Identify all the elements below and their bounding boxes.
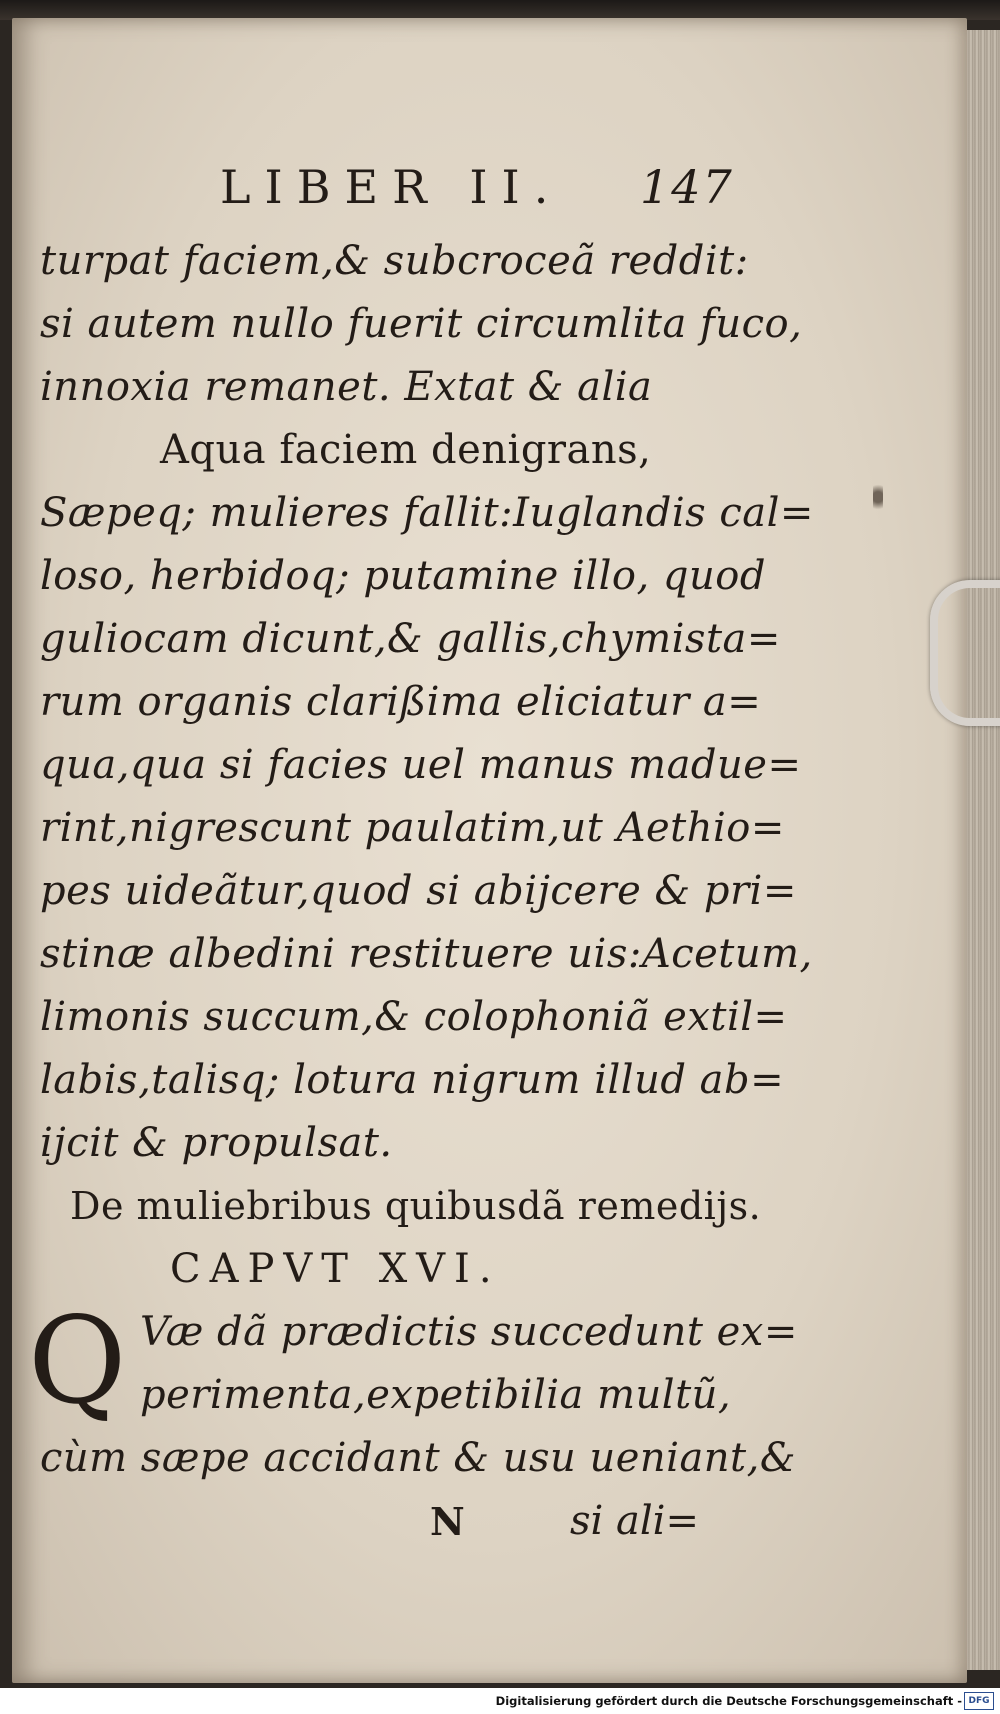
text-line: turpat faciem,& subcroceã reddit: (40, 238, 749, 284)
catchline (40, 1490, 720, 1553)
book-clasp (930, 580, 1000, 726)
running-head-title: LIBER II. (220, 160, 563, 214)
subheading: Aqua faciem denigrans, (160, 427, 652, 473)
drop-initial: Q (28, 1292, 127, 1431)
text-line: Væ dã prædictis succedunt ex= (140, 1309, 798, 1355)
text-line: rint,nigrescunt paulatim,ut Aethio= (40, 805, 785, 851)
text-line: loso, herbidoq; putamine illo, quod (40, 553, 766, 599)
page-text (28, 160, 814, 1553)
chapter-opening (28, 1292, 798, 1431)
text-line: qua,qua si facies uel manus madue= (40, 742, 802, 788)
text-line: stinæ albedini restituere uis:Acetum, (40, 931, 813, 977)
running-head (40, 160, 734, 230)
text-line: pes uideãtur,quod si abijcere & pri= (40, 868, 797, 914)
ink-blot (873, 480, 883, 514)
text-line: ijcit & propulsat. (40, 1120, 393, 1166)
book-top-edge (0, 0, 1000, 20)
signature-mark: N (430, 1499, 465, 1544)
funding-notice: Digitalisierung gefördert durch die Deutsche Forschungsgemeinschaft - (495, 1694, 962, 1708)
text-line: limonis succum,& colophoniã extil= (40, 994, 788, 1040)
chapter-number: CAPVT XVI. (170, 1246, 501, 1292)
text-line: guliocam dicunt,& gallis,chymista= (40, 616, 781, 662)
text-line: perimenta,expetibilia multũ, (140, 1372, 732, 1418)
text-line: si autem nullo fuerit circumlita fuco, (40, 301, 803, 347)
page-number: 147 (640, 160, 734, 214)
text-line: labis,talisq; lotura nigrum illud ab= (40, 1057, 785, 1103)
text-line: Sæpeq; mulieres fallit:Iuglandis cal= (40, 490, 814, 536)
text-line: cùm sæpe accidant & usu ueniant,& (40, 1435, 796, 1481)
text-line: rum organis clarißima eliciatur a= (40, 679, 762, 725)
chapter-title: De muliebribus quibusdã remedijs. (70, 1184, 762, 1228)
dfg-logo-icon: DFG (964, 1692, 994, 1710)
footer-bar (0, 1688, 1000, 1714)
catchword: si ali= (570, 1498, 699, 1544)
page-edges (967, 30, 1000, 1670)
text-line: innoxia remanet. Extat & alia (40, 364, 653, 410)
